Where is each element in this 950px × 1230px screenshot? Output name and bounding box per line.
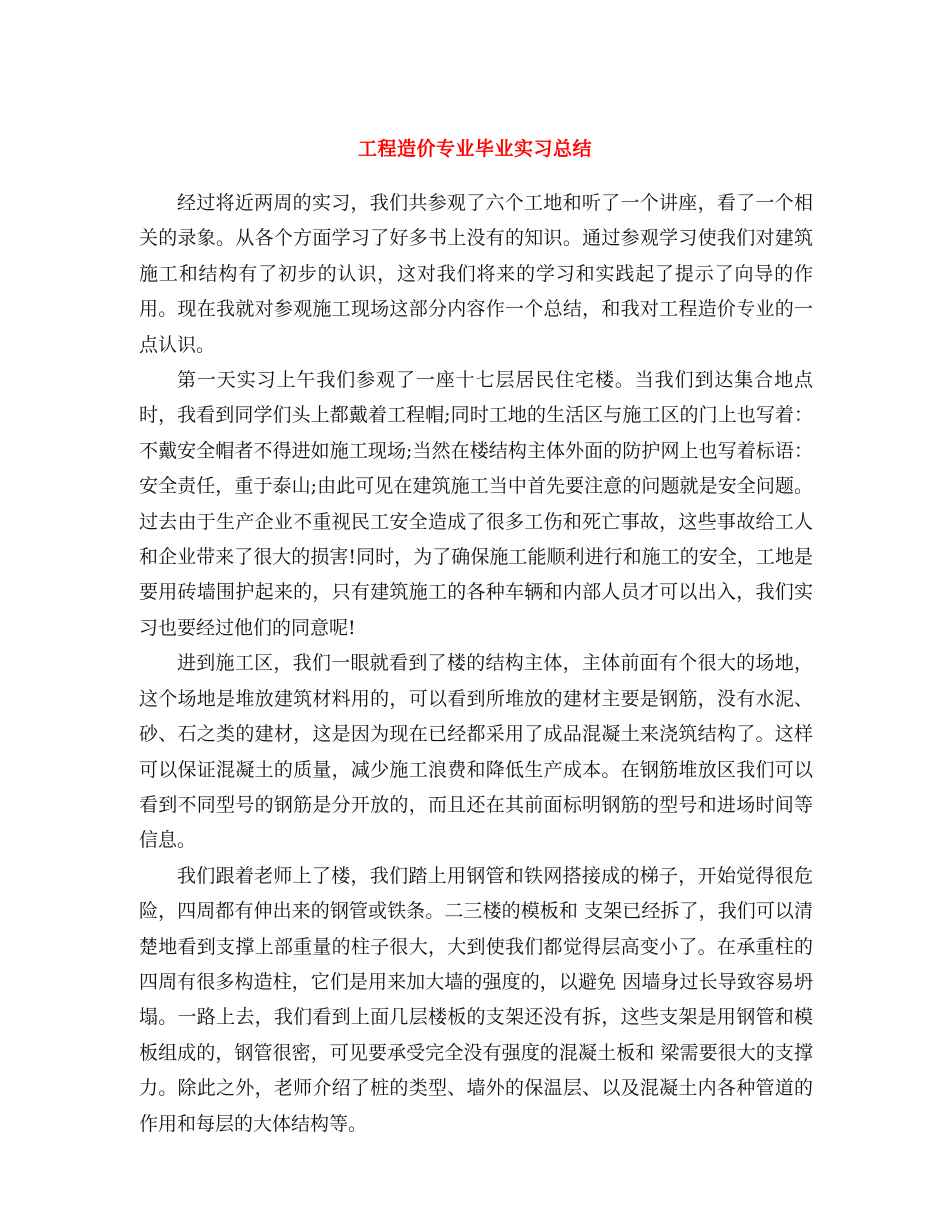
document-title: 工程造价专业毕业实习总结: [357, 137, 592, 160]
document-body: [139, 186, 813, 1142]
paragraph-2: 第一天实习上午我们参观了一座十七层居民住宅楼。当我们到达集合地点时，我看到同学们头上都戴着工程帽;同时工地的生活区与施工区的门上也写着：不戴安全帽者不得进如施工现场;当然在楼结构主体外面的防护网上也写着标语：安全责任，重于泰山;由此可见在建筑施工当中首先要注意的问题就是安全问题。过去由于生产企业不重视民工安全造成了很多工伤和死亡事故，这些事故给工人和企业带来了很大的损害!同时，为了确保施工能顺利进行和施工的安全，工地是要用砖墙围护起来的，只有建筑施工的各种车辆和内部人员才可以出入，我们实习也要经过他们的同意呢!: [139, 369, 813, 639]
paragraph-4: 我们跟着老师上了楼，我们踏上用钢管和铁网搭接成的梯子，开始觉得很危险，四周都有伸出来的钢管或铁条。二三楼的模板和 支架已经拆了，我们可以清楚地看到支撑上部重量的柱子很大，大到使我们都觉得层高变小了。在承重柱的四周有很多构造柱，它们是用来加大墙的强度的，以避免 因墙身过长导致容易坍塌。一路上去，我们看到上面几层楼板的支架还没有拆，这些支架是用钢管和模板组成的，钢管很密，可见要承受完全没有强度的混凝土板和 梁需要很大的支撑力。除此之外，老师介绍了桩的类型、墙外的保温层、以及混凝土内各种管道的作用和每层的大体结构等。: [139, 864, 813, 1135]
paragraph-3: 进到施工区，我们一眼就看到了楼的结构主体，主体前面有个很大的场地，这个场地是堆放建筑材料用的，可以看到所堆放的建材主要是钢筋，没有水泥、砂、石之类的建材，这是因为现在已经都采用了成品混凝土来浇筑结构了。这样可以保证混凝土的质量，减少施工浪费和降低生产成本。在钢筋堆放区我们可以看到不同型号的钢筋是分开放的，而且还在其前面标明钢筋的型号和进场时间等信息。: [139, 652, 813, 852]
paragraph-1: 经过将近两周的实习，我们共参观了六个工地和听了一个讲座，看了一个相关的录象。从各个方面学习了好多书上没有的知识。通过参观学习使我们对建筑施工和结构有了初步的认识，这对我们将来的学习和实践起了提示了向导的作用。现在我就对参观施工现场这部分内容作一个总结，和我对工程造价专业的一点认识。: [139, 192, 813, 356]
